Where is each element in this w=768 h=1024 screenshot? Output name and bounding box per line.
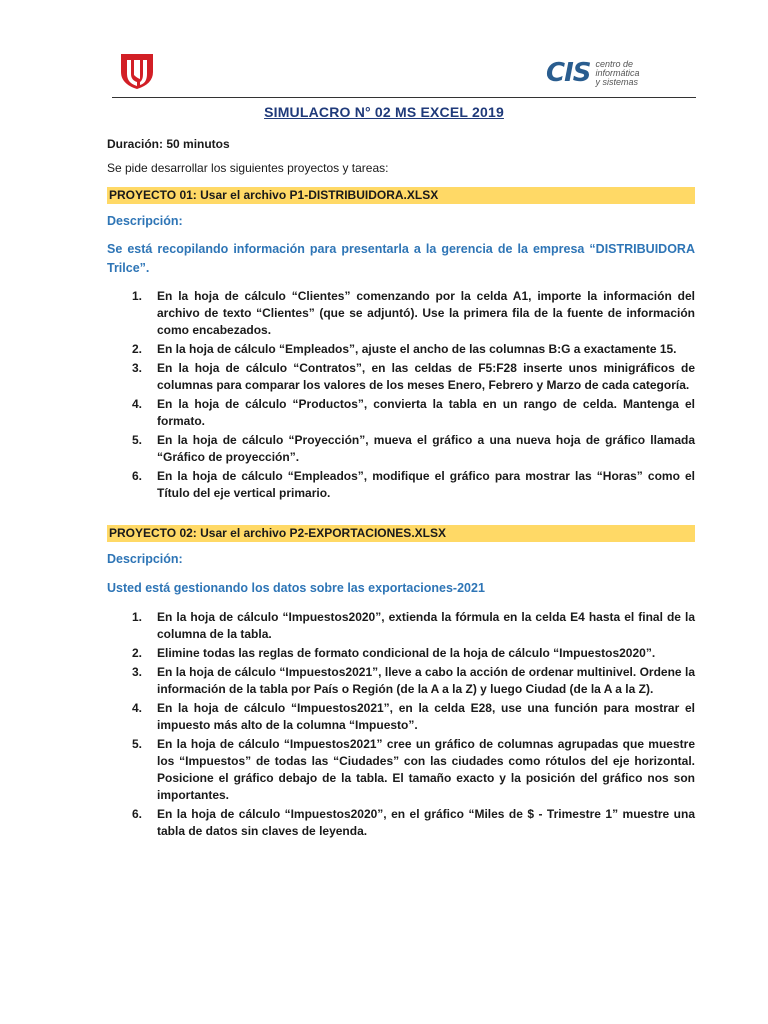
- list-item: 2. Elimine todas las reglas de formato condicional de la hoja de cálculo “Impuestos2020”.: [132, 646, 656, 660]
- header-divider: [112, 97, 696, 98]
- list-item: 2. En la hoja de cálculo “Empleados”, ajuste el ancho de las columnas B:G a exactamente 15.: [132, 342, 677, 356]
- project2-heading: PROYECTO 02: Usar el archivo P2-EXPORTACIONES.XLSX: [107, 525, 695, 542]
- list-item: 3. En la hoja de cálculo “Contratos”, en las celdas de F5:F28 inserte unos minigráficos de columnas para comparar los valores de los meses Enero, Febrero y Marzo de cada categoría.: [132, 361, 695, 392]
- list-item: 4. En la hoja de cálculo “Productos”, convierta la tabla en un rango de celda. Mantenga el formato.: [132, 397, 695, 428]
- list-item: 5. En la hoja de cálculo “Proyección”, mueva el gráfico a una nueva hoja de gráfico llamada “Gráfico de proyección”.: [132, 433, 695, 464]
- list-item: 5. En la hoja de cálculo “Impuestos2021” cree un gráfico de columnas agrupadas que muestre los “Impuestos” de todas las “Ciudades” con las ciudades como rótulos del eje horizontal. Posicione el gráfico debajo de la tabla. El tamaño exacto y la posición del gráfico nos son importantes.: [132, 737, 695, 802]
- list-item: 6. En la hoja de cálculo “Empleados”, modifique el gráfico para mostrar las “Horas” como el Título del eje vertical primario.: [132, 469, 695, 500]
- list-item: 1. En la hoja de cálculo “Impuestos2020”, extienda la fórmula en la celda E4 hasta el final de la columna de la tabla.: [132, 610, 695, 641]
- university-shield-icon: [120, 52, 154, 90]
- intro-text: Se pide desarrollar los siguientes proyectos y tareas:: [107, 161, 389, 175]
- project1-description-text: Se está recopilando información para presentarla a la gerencia de la empresa “DISTRIBUIDORA Trilce”.: [107, 242, 695, 275]
- cis-logo-text: centro de informática y sistemas: [595, 58, 640, 87]
- project2-task-list: [107, 609, 695, 842]
- project2-description-text: Usted está gestionando los datos sobre las exportaciones-2021: [107, 581, 485, 595]
- project1-description-label: Descripción:: [107, 214, 183, 228]
- list-item: 4. En la hoja de cálculo “Impuestos2021”, en la celda E28, use una función para mostrar el impuesto más alto de la columna “Impuesto”.: [132, 701, 695, 732]
- list-item: 3. En la hoja de cálculo “Impuestos2021”, lleve a cabo la acción de ordenar multinivel. Ordene la información de la tabla por País o Región (de la A a la Z) y luego Ciudad (de la A a la Z).: [132, 665, 695, 696]
- list-item: 6. En la hoja de cálculo “Impuestos2020”, en el gráfico “Miles de $ - Trimestre 1” muestre una tabla de datos sin claves de leyenda.: [132, 807, 695, 838]
- duration-text: Duración: 50 minutos: [107, 137, 230, 151]
- cis-logo: [546, 56, 640, 90]
- project1-heading: PROYECTO 01: Usar el archivo P1-DISTRIBUIDORA.XLSX: [107, 187, 695, 204]
- list-item: 1. En la hoja de cálculo “Clientes” comenzando por la celda A1, importe la información del archivo de texto “Clientes” (que se adjuntó). Use la primera fila de la fuente de información como encabezados.: [132, 289, 695, 337]
- project1-task-list: [107, 288, 695, 504]
- document-title: SIMULACRO N° 02 MS EXCEL 2019: [264, 104, 504, 120]
- cis-logo-mark: CIS: [546, 58, 591, 88]
- project2-description-label: Descripción:: [107, 552, 183, 566]
